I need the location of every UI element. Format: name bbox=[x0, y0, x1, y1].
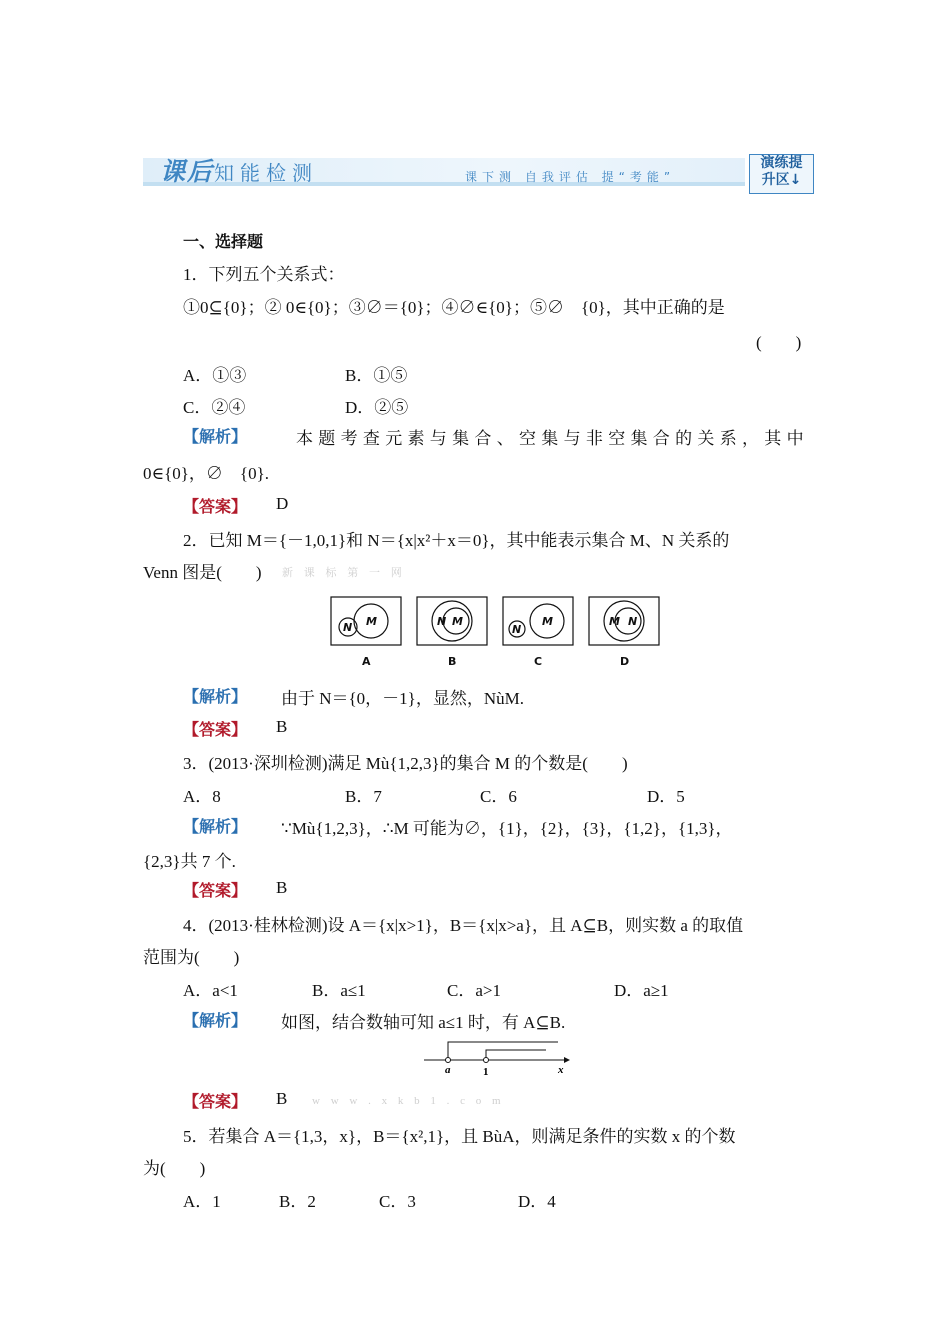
q4-analysis: 如图，结合数轴可知 a≤1 时，有 A⊆B. bbox=[281, 1013, 566, 1032]
banner-title-a: 课后 bbox=[160, 157, 215, 186]
venn-a-n-label: N bbox=[343, 621, 353, 634]
q4-option-d: D．a≥1 bbox=[614, 981, 669, 1000]
venn-b-n-label: N bbox=[437, 615, 447, 628]
axis-label-1: 1 bbox=[483, 1066, 489, 1078]
q3-option-b: B．7 bbox=[345, 787, 382, 806]
point-1 bbox=[484, 1058, 489, 1063]
venn-option-b bbox=[417, 597, 487, 668]
q2-answer-label: 【答案】 bbox=[183, 720, 248, 739]
venn-c-m-label: M bbox=[542, 615, 553, 628]
q4-answer: B bbox=[276, 1089, 288, 1108]
q5-option-c: C．3 bbox=[379, 1192, 416, 1211]
q5-line1: 5．若集合 A＝{1,3，x}，B＝{x²,1}，且 BùA，则满足条件的实数 x 的个数 bbox=[183, 1127, 736, 1146]
q3-analysis-line2: {2,3}共 7 个. bbox=[143, 852, 236, 871]
venn-c-caption: C bbox=[534, 655, 543, 668]
q4-option-b: B．a≤1 bbox=[312, 981, 366, 1000]
q3-line1: 3．(2013·深圳检测)满足 Mù{1,2,3}的集合 M 的个数是( ) bbox=[183, 754, 628, 773]
q5-option-b: B．2 bbox=[279, 1192, 316, 1211]
q2-line1: 2．已知 M＝{－1,0,1}和 N＝{x|x²＋x＝0}，其中能表示集合 M、N 关系的 bbox=[183, 531, 730, 550]
venn-c-frame bbox=[503, 597, 573, 645]
q1-option-a: A．①③ bbox=[183, 366, 247, 385]
q4-analysis-label: 【解析】 bbox=[183, 1011, 248, 1030]
axis-arrow bbox=[564, 1057, 570, 1063]
q2-analysis-label: 【解析】 bbox=[183, 687, 248, 706]
q1-analysis-line2: 0∈{0}，∅ {0}. bbox=[143, 464, 269, 483]
q1-option-d: D．②⑤ bbox=[345, 398, 409, 417]
q2-analysis: 由于 N＝{0，－1}，显然，NùM. bbox=[281, 689, 524, 708]
q2-line2: Venn 图是( ) bbox=[143, 563, 262, 582]
q1-items: ①0⊆{0}；② 0∈{0}；③∅＝{0}；④∅∈{0}；⑤∅ {0}，其中正确的是 bbox=[183, 298, 725, 317]
q1-analysis-label: 【解析】 bbox=[183, 427, 248, 446]
venn-d-caption: D bbox=[620, 655, 630, 668]
venn-option-d bbox=[589, 597, 659, 668]
section-heading: 一、选择题 bbox=[183, 232, 264, 251]
q1-stem: 1．下列五个关系式： bbox=[183, 265, 345, 284]
q4-option-a: A．a<1 bbox=[183, 981, 238, 1000]
q3-answer-label: 【答案】 bbox=[183, 881, 248, 900]
banner-title-b: 知能检测 bbox=[214, 161, 319, 185]
q4-answer-label: 【答案】 bbox=[183, 1092, 248, 1111]
practice-badge[interactable] bbox=[749, 154, 814, 194]
set-a-ray bbox=[486, 1050, 546, 1060]
q1-answer: D bbox=[276, 494, 289, 513]
q3-option-c: C．6 bbox=[480, 787, 517, 806]
venn-c-n-label: N bbox=[512, 623, 522, 636]
axis-label-a: a bbox=[445, 1064, 451, 1076]
q4-option-c: C．a>1 bbox=[447, 981, 501, 1000]
venn-b-m-label: M bbox=[452, 615, 463, 628]
q1-analysis-line1: 本题考查元素与集合、空集与非空集合的关系，其中 bbox=[296, 429, 809, 448]
set-b-ray bbox=[448, 1042, 558, 1060]
q2-answer: B bbox=[276, 717, 288, 736]
venn-a-caption: A bbox=[362, 655, 371, 668]
badge-line1: 演练提 bbox=[760, 155, 803, 171]
venn-option-a bbox=[331, 597, 401, 668]
point-a bbox=[446, 1058, 451, 1063]
q4-watermark: w w w . x k b 1 . c o m bbox=[312, 1095, 505, 1107]
q1-answer-label: 【答案】 bbox=[183, 497, 248, 516]
venn-a-m-label: M bbox=[366, 615, 377, 628]
q5-option-a: A．1 bbox=[183, 1192, 221, 1211]
q1-paren: ( ) bbox=[756, 333, 802, 352]
q5-line2: 为( ) bbox=[143, 1159, 206, 1178]
venn-b-caption: B bbox=[448, 655, 457, 668]
banner-subtitle: 课下测 自我评估 提“考能” bbox=[465, 170, 676, 184]
axis-label-x: x bbox=[558, 1064, 564, 1076]
q4-line1: 4．(2013·桂林检测)设 A＝{x|x>1}，B＝{x|x>a}，且 A⊆B，则实数 a 的取值 bbox=[183, 916, 744, 935]
q3-analysis-line1: ∵Mù{1,2,3}，∴M 可能为∅，{1}，{2}，{3}，{1,2}，{1,3}， bbox=[281, 819, 733, 838]
banner-title bbox=[160, 152, 318, 188]
q5-option-d: D．4 bbox=[518, 1192, 556, 1211]
venn-d-frame bbox=[589, 597, 659, 645]
q3-option-a: A．8 bbox=[183, 787, 221, 806]
q3-answer: B bbox=[276, 878, 288, 897]
q4-line2: 范围为( ) bbox=[143, 948, 240, 967]
venn-diagrams bbox=[325, 592, 665, 672]
q3-analysis-label: 【解析】 bbox=[183, 817, 248, 836]
badge-line2: 升区↓ bbox=[761, 172, 802, 188]
q1-option-b: B．①⑤ bbox=[345, 366, 408, 385]
venn-d-n-label: N bbox=[628, 615, 638, 628]
q2-watermark: 新 课 标 第 一 网 bbox=[282, 567, 406, 579]
q1-option-c: C．②④ bbox=[183, 398, 246, 417]
q3-option-d: D．5 bbox=[647, 787, 685, 806]
number-line-diagram bbox=[418, 1038, 578, 1080]
venn-option-c bbox=[503, 597, 573, 668]
venn-d-m-label: M bbox=[609, 615, 620, 628]
